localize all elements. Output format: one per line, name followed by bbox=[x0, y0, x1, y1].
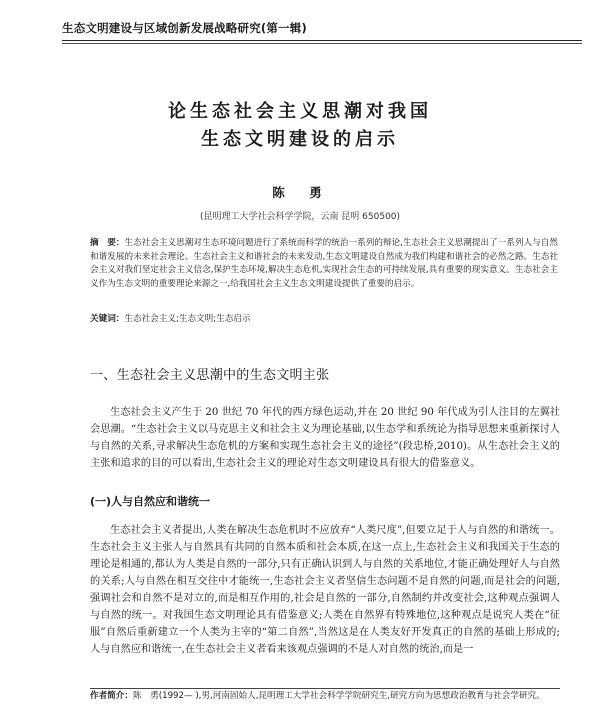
header-rule-thin bbox=[62, 43, 582, 44]
abstract-label: 摘 要： bbox=[90, 238, 125, 248]
footnote-label: 作者简介： bbox=[90, 691, 133, 701]
article-title-line2: 生态文明建设的启示 bbox=[201, 129, 399, 150]
subsection-heading-1: (一)人与自然应和谐统一 bbox=[90, 495, 211, 508]
author-name: 陈 勇 bbox=[272, 185, 328, 200]
footnote-rule bbox=[90, 688, 560, 689]
article-title-line1: 论生态社会主义思潮对我国 bbox=[168, 101, 432, 122]
body-paragraph-1: 生态社会主义产生于 20 世纪 70 年代的西方绿色运动,并在 20 世纪 90 年代成为引人注目的左翼社会思潮。“生态社会主义以马克思主义和社会主义为理论基础,以生态学和系统论为指导思想来重新探讨人与自然的关系,寻求解决生态危机的方案和实现生态社会主义的途径”(段忠桥,2010)。从生态社会主义的主张和追求的目的可以看出,生态社会主义的理论对生态文明建设具有很大的借鉴意义。 bbox=[90, 407, 560, 469]
section-heading-1: 一、生态社会主义思潮中的生态文明主张 bbox=[90, 368, 330, 383]
abstract bbox=[90, 237, 558, 291]
keywords-text: 生态社会主义;生态文明;生态启示 bbox=[124, 314, 251, 324]
footnote-text: 陈 勇(1992— ),男,河南固始人,昆明理工大学社会科学学院研究生,研究方向为思想政治教育与社会学研究。 bbox=[132, 691, 545, 701]
running-head: 生态文明建设与区域创新发展战略研究(第一辑) bbox=[62, 21, 307, 35]
keywords bbox=[90, 313, 558, 326]
author-affiliation: (昆明理工大学社会科学学院，云南 昆明 650500) bbox=[199, 212, 401, 222]
header-rule bbox=[62, 40, 582, 41]
keywords-label: 关键词： bbox=[90, 314, 125, 324]
abstract-text: 生态社会主义思潮对生态环境问题进行了系统而科学的统治一系列的辩论,生态社会主义思潮提出了一系列人与自然和谐发展的未来社会理论。生态社会主义和谐社会的未来发动,生态文明建设自然成为我们构建和谐社会的必然之路。生态社会主义对我们坚定社会主义信念,保护生态环境,解决生态危机,实现社会生态的可持续发展,具有重要的现实意义。生态社会主义作为生态文明的重要理论来源之一,给我国社会主义生态文明建设提供了重要的启示。 bbox=[90, 238, 558, 289]
body-paragraph-2: 生态社会主义者提出,人类在解决生态危机时不应放弃“人类尺度”,但要立足于人与自然的和谐统一。生态社会主义主张人与自然具有共同的自然本质和社会本质,在这一点上,生态社会主义和我国关于生态的理论是相通的,都认为人类是自然的一部分,只有正确认识到人与自然的关系地位,才能正确处理好人与自然的关系;人与自然在相互交往中才能统一,生态社会主义者坚信生态问题不是自然的问题,而是社会的问题,强调社会和自然不是对立的,而是相互作用的,社会是自然的一部分,自然制约并改变社会,这种观点强调人与自然的统一。对我国生态文明理论具有借鉴意义;人类在自然界有特殊地位,这种观点是说究人类在“征服”自然后重新建立一个人类为主宰的“第二自然”,当然这是在人类友好开发真正的自然的基础上形成的;人与自然应和谐统一,在生态社会主义者看来该观点强调的不是人对自然的统治,而是一 bbox=[90, 525, 560, 655]
footnote bbox=[90, 690, 560, 703]
